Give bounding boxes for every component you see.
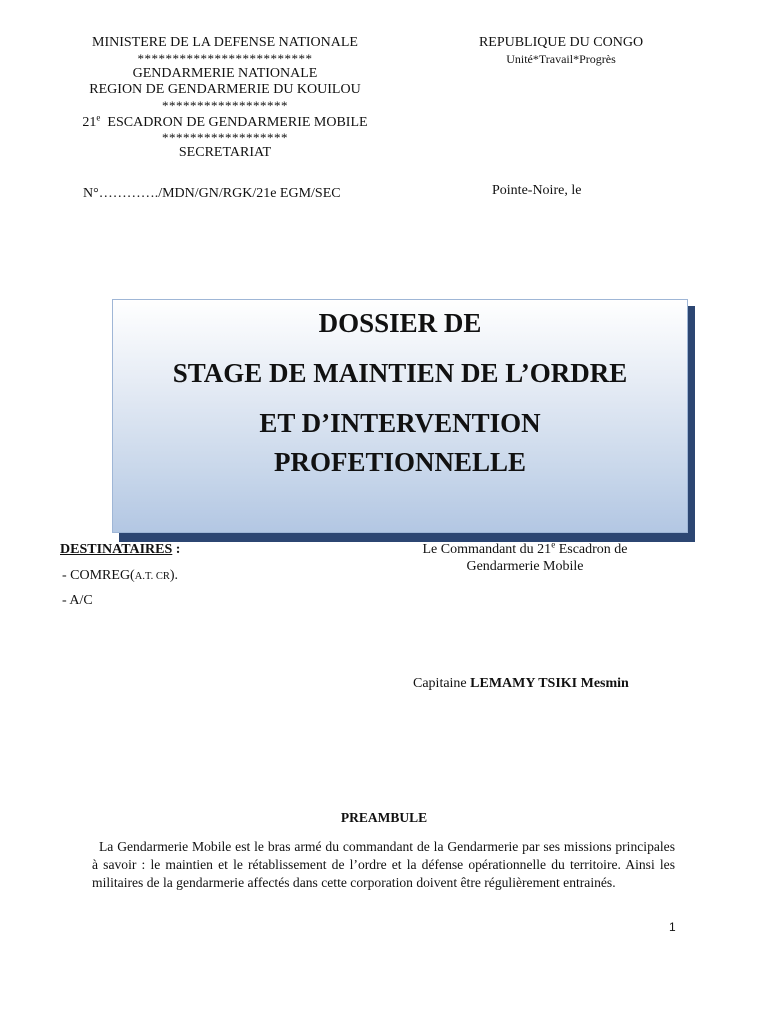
preamble-text: La Gendarmerie Mobile est le bras armé du commandant de la Gendarmerie par ses missions principales à savoir : le maintien et le rétablissement de l’ordre et la défense opérationnelle du territoire. Ainsi les militaires de la gendarmerie affectés dans cette corporation doivent être régulièrement entrainés.: [92, 839, 675, 890]
region-line: REGION DE GENDARMERIE DU KOUILOU: [89, 82, 361, 97]
separator-stars: *************************: [137, 50, 313, 66]
title-line-2: STAGE DE MAINTIEN DE L’ORDRE: [172, 358, 628, 388]
separator-stars: ******************: [162, 97, 288, 113]
country-name: REPUBLIQUE DU CONGO: [478, 35, 644, 50]
ministry-line: MINISTERE DE LA DEFENSE NATIONALE: [92, 35, 358, 50]
recipients-heading: DESTINATAIRES :: [60, 542, 181, 557]
title-box: [112, 299, 688, 533]
gendarmerie-line: GENDARMERIE NATIONALE: [132, 65, 318, 81]
signatory-title: Le Commandant du 21e Escadron de Gendarmerie Mobile: [422, 539, 628, 574]
country-header: [430, 35, 692, 67]
title-line-4: PROFETIONNELLE: [273, 447, 527, 477]
escadron-line: 21e ESCADRON DE GENDARMERIE MOBILE: [82, 111, 368, 130]
recipient-item: - A/C: [62, 593, 93, 608]
signatory-name: Capitaine LEMAMY TSIKI Mesmin: [413, 676, 629, 691]
place-date: Pointe-Noire, le: [492, 183, 582, 198]
recipient-item: - COMREG(A.T. CR).: [62, 568, 179, 583]
issuer-header: [40, 35, 410, 162]
page-number: 1: [669, 920, 676, 934]
national-motto: Unité*Travail*Progrès: [506, 52, 616, 66]
secretariat-line: SECRETARIAT: [178, 145, 272, 160]
separator-stars: ******************: [162, 130, 288, 145]
title-line-3: ET D’INTERVENTION: [259, 408, 541, 438]
preamble-heading: PREAMBULE: [340, 810, 428, 825]
title-line-1: DOSSIER DE: [318, 308, 482, 338]
document-reference: N°…………./MDN/GN/RGK/21e EGM/SEC: [83, 186, 341, 201]
